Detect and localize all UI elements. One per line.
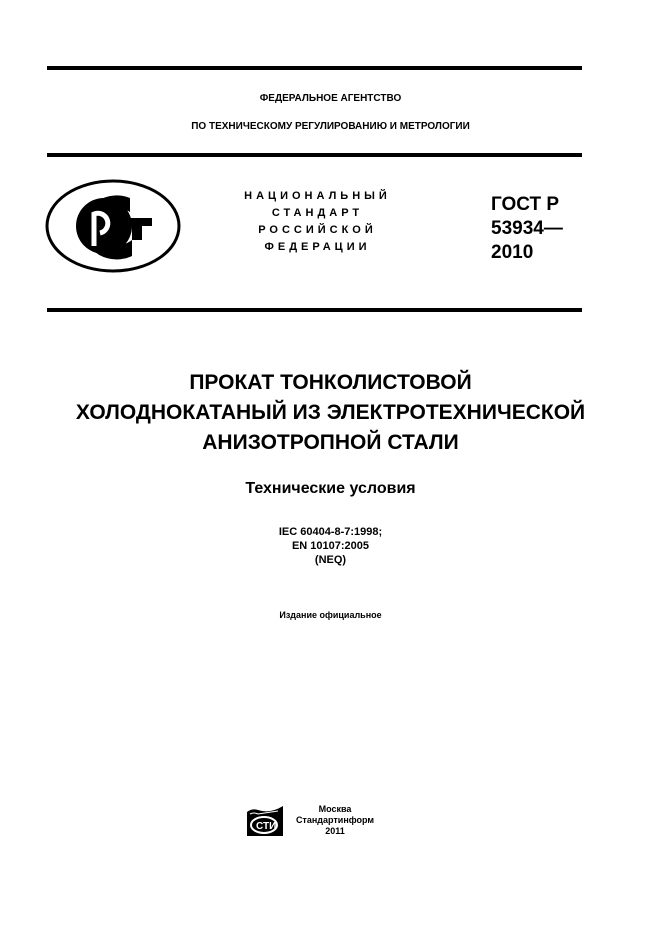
reference-line: EN 10107:2005 bbox=[291, 540, 370, 552]
gost-r-logo-icon bbox=[44, 178, 182, 274]
standard-type-line: СТАНДАРТ bbox=[271, 207, 364, 219]
designation-number: 53934— bbox=[491, 218, 563, 239]
title-line: ХОЛОДНОКАТАНЫЙ ИЗ ЭЛЕКТРОТЕХНИЧЕСКОЙ bbox=[75, 401, 586, 424]
standard-type-line: НАЦИОНАЛЬНЫЙ bbox=[244, 190, 391, 202]
agency-line-1: ФЕДЕРАЛЬНОЕ АГЕНТСТВО bbox=[259, 93, 402, 104]
publisher-year: 2011 bbox=[325, 826, 345, 836]
top-rule bbox=[47, 66, 582, 70]
title-line: АНИЗОТРОПНОЙ СТАЛИ bbox=[202, 431, 459, 454]
publisher-info bbox=[290, 804, 380, 837]
standard-type-line: РОССИЙСКОЙ bbox=[258, 224, 377, 236]
reference-line: (NEQ) bbox=[314, 554, 347, 566]
standard-type-line: ФЕДЕРАЦИИ bbox=[264, 241, 371, 253]
publisher-name: Стандартинформ bbox=[295, 815, 375, 825]
designation-line: ГОСТ Р bbox=[491, 194, 560, 215]
document-title bbox=[0, 368, 661, 458]
header-rule bbox=[47, 153, 582, 157]
standard-type bbox=[230, 188, 405, 256]
designation-year: 2010 bbox=[491, 242, 534, 263]
references bbox=[0, 525, 661, 567]
agency-line-2: ПО ТЕХНИЧЕСКОМУ РЕГУЛИРОВАНИЮ И МЕТРОЛОГИИ bbox=[191, 121, 470, 132]
standartinform-logo-icon bbox=[244, 802, 286, 838]
middle-rule bbox=[47, 308, 582, 312]
reference-line: IEC 60404-8-7:1998; bbox=[278, 526, 383, 538]
svg-text:СТИ: СТИ bbox=[256, 821, 277, 832]
title-line: ПРОКАТ ТОНКОЛИСТОВОЙ bbox=[189, 371, 472, 394]
publisher-city: Москва bbox=[318, 804, 352, 814]
standard-designation bbox=[491, 193, 563, 265]
document-subtitle: Технические условия bbox=[245, 480, 416, 497]
edition-note: Издание официальное bbox=[279, 610, 382, 620]
